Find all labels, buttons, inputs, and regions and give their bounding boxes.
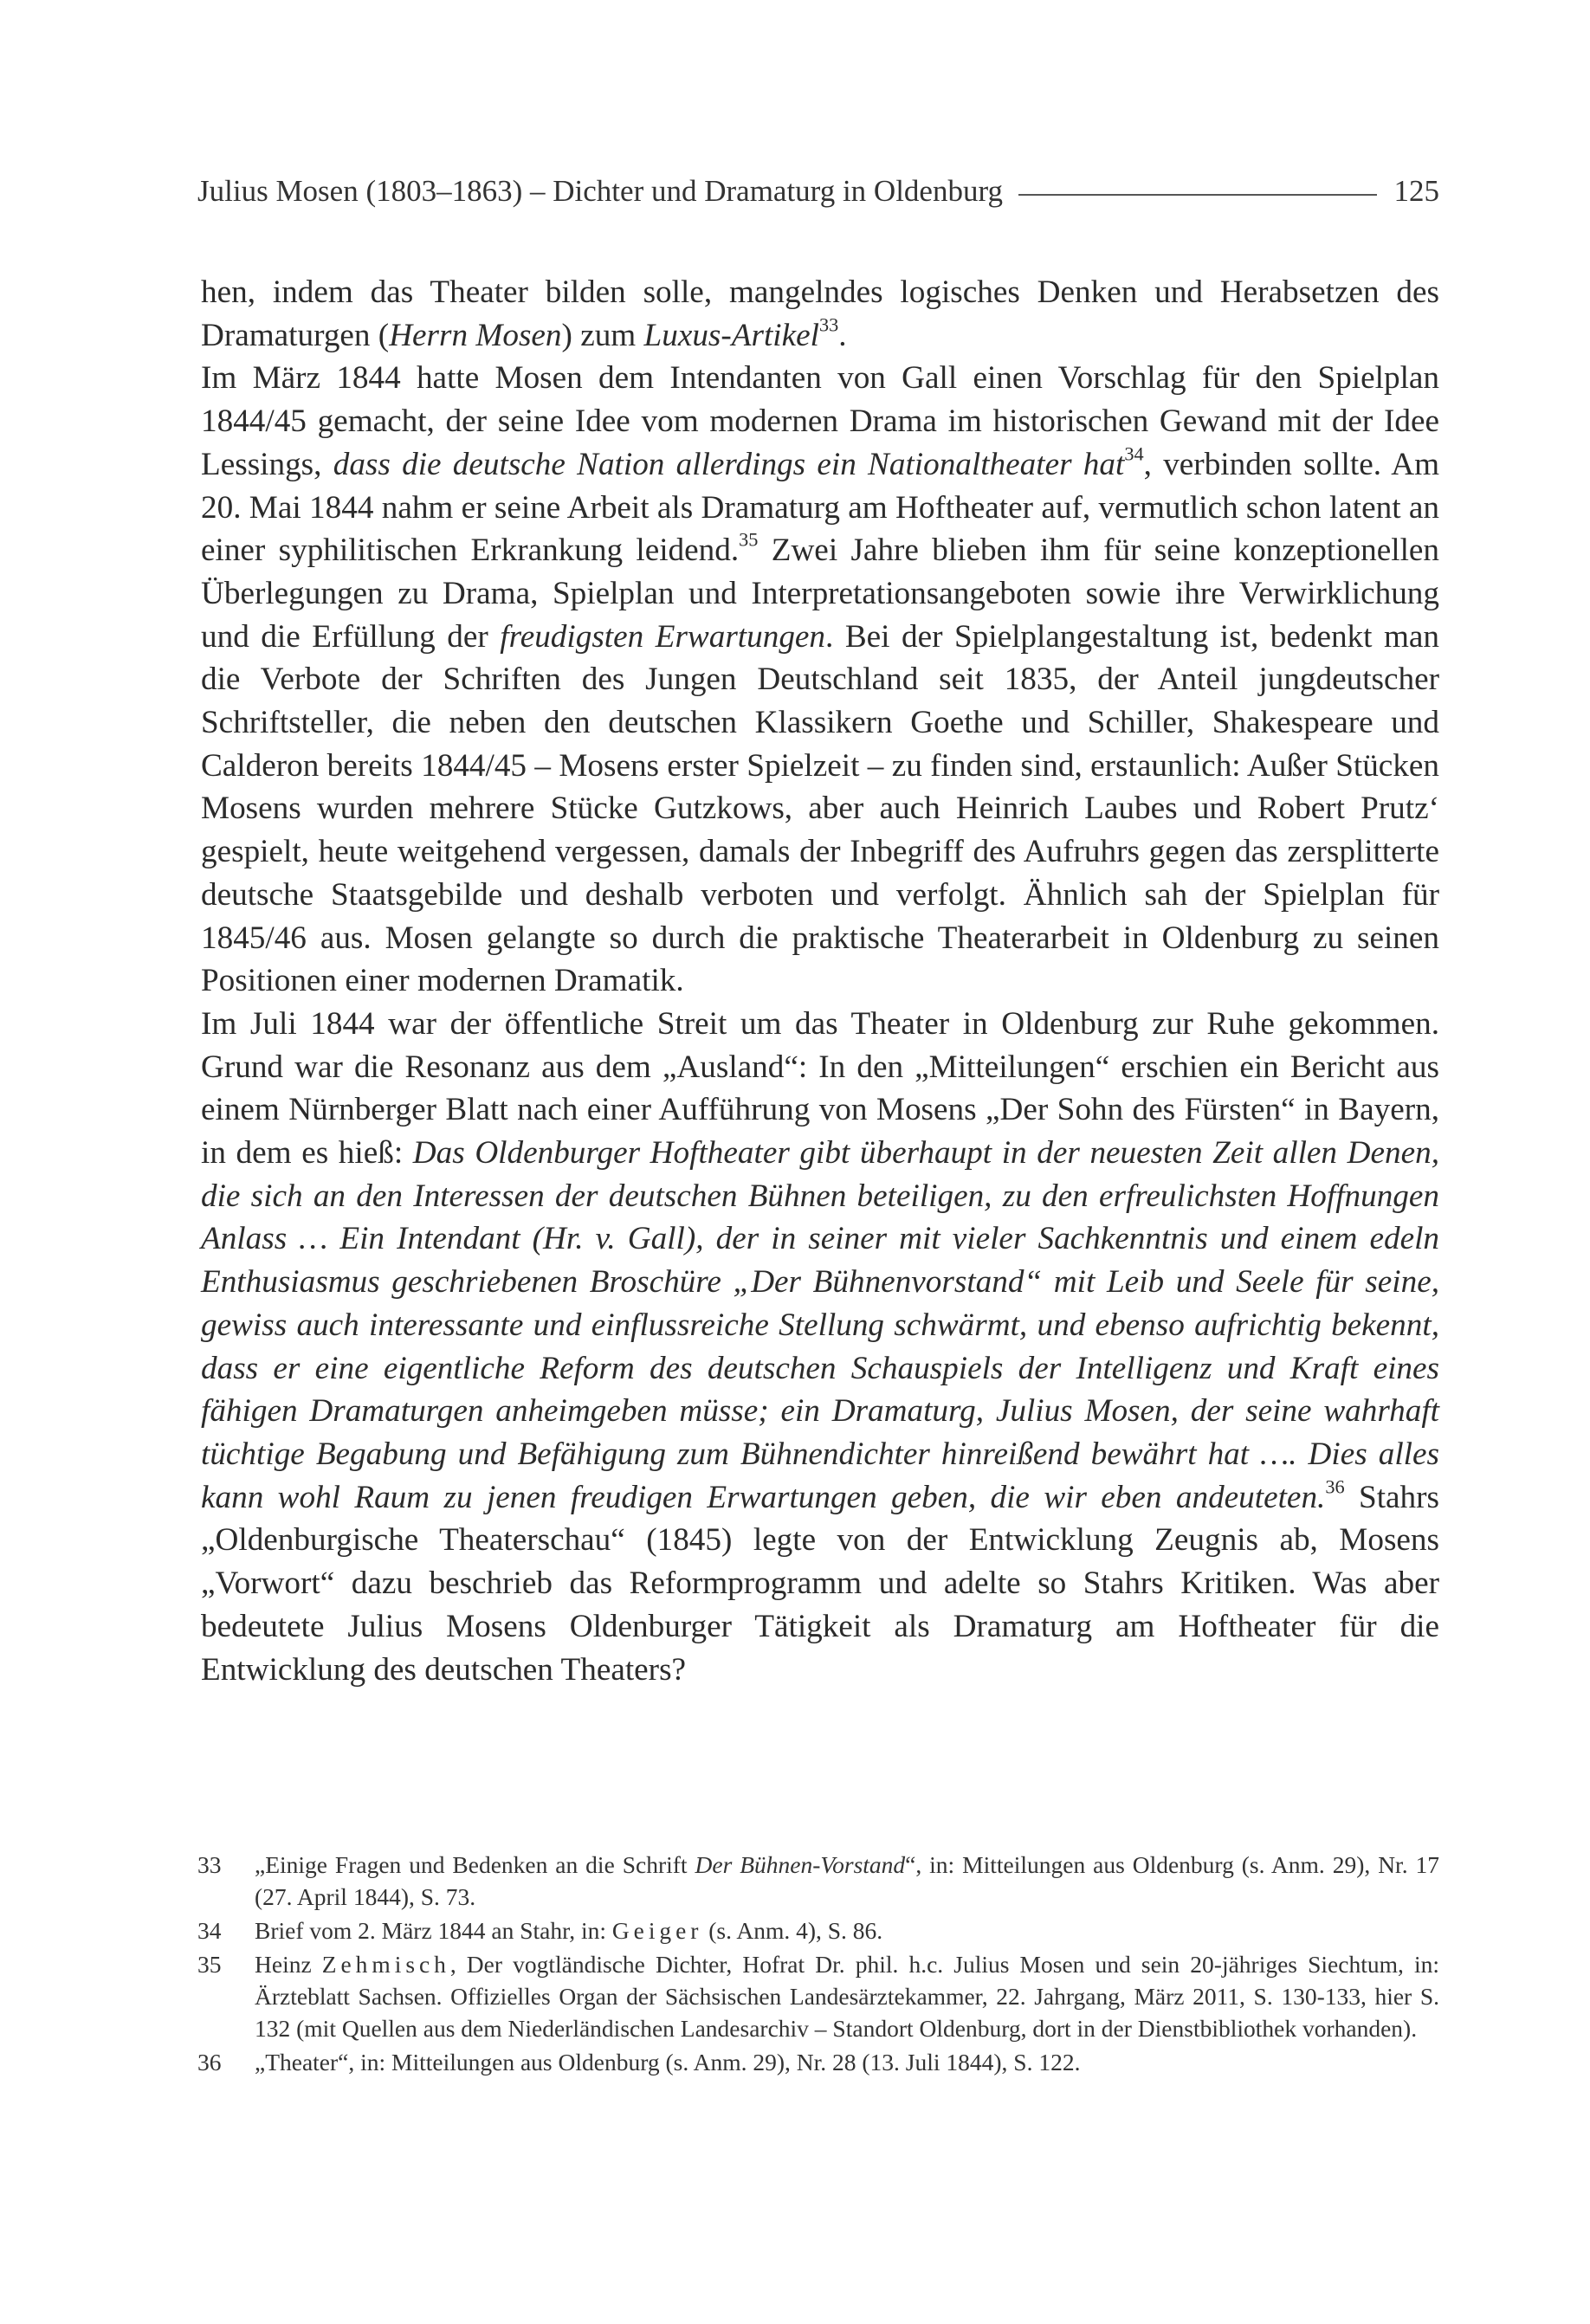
footnote-ref: 35 <box>739 528 759 551</box>
text-run: . <box>838 317 847 353</box>
footnote-number: 36 <box>197 2049 222 2075</box>
paragraph <box>201 357 1439 1003</box>
text-run: Im Juli 1844 war der öffentliche Streit um das Theater in Oldenburg zur Ruhe gekommen. Grund war die Resonanz aus dem „Ausland“: In den „Mitteilungen“ erschien ein Bericht aus einem Nürnberger Blatt nach einer Aufführung von Mosens „Der Sohn des Fürsten“ in Bayern, in dem es hieß: <box>201 1005 1439 1172</box>
footnote-number: 34 <box>197 1917 222 1944</box>
footnote-text <box>255 2046 1439 2078</box>
footnote-text <box>255 1849 1439 1913</box>
footnote <box>197 1914 1439 1946</box>
italic-text: Herrn Mosen <box>389 317 562 353</box>
running-head <box>197 170 1439 213</box>
text-run: Brief vom 2. März 1844 an Stahr, in: <box>255 1917 612 1944</box>
text-run: hen, indem das Theater bilden solle, mangelndes logisches Denken und Herabsetzen des Dramaturgen ( <box>201 274 1439 353</box>
text-run: Zwei Jahre blieben ihm für seine konzeptionellen Überlegungen zu Drama, Spielplan und Interpretationsangeboten sowie ihre Verwirklichung und die Erfüllung der <box>201 533 1440 655</box>
text-run: ) zum <box>561 317 644 353</box>
text-run: Im März 1844 hatte Mosen dem Intendanten von Gall einen Vorschlag für den Spielplan 1844/45 gemacht, der seine Idee vom modernen Drama im historischen Gewand mit der Idee Lessings, <box>201 360 1439 482</box>
footnote <box>197 1849 1439 1913</box>
paragraph <box>201 1003 1439 1691</box>
author-name: Geiger <box>611 1917 703 1944</box>
footnote-text <box>255 1948 1439 2044</box>
italic-text: freudigsten Erwartungen <box>500 618 826 655</box>
text-run: , Der vogtländische Dichter, Hofrat Dr. phil. h.c. Julius Mosen und sein 20-jähriges Siechtum, in: Ärzteblatt Sachsen. Offizielles Organ der Sächsischen Landesärztekammer, 22. Jahrgang, März 2011, S. 130-133, hier S. 132 (mit Quellen aus dem Niederländischen Landesarchiv – Standort Oldenburg, dort in der Dienstbibliothek vorhanden). <box>255 1951 1439 2042</box>
italic-text: dass die deutsche Nation allerdings ein Nationaltheater hat <box>333 446 1125 482</box>
italic-text: Das Oldenburger Hoftheater gibt überhaupt in der neuesten Zeit allen Denen, die sich an den Interessen der deutschen Bühnen beteiligen, zu den erfreulichsten Hoffnungen Anlass … Ein Intendant (Hr. v. Gall), der in seiner mit vieler Sachkenntnis und einem edeln Enthusiasmus geschriebenen Broschüre „Der Bühnenvorstand“ mit Leib und Seele für seine, gewiss auch interessante und einflussreiche Stellung schwärmt, und ebenso aufrichtig bekennt, dass er eine eigentliche Reform des deutschen Schauspiels der Intelligenz und Kraft eines fähigen Dramaturgen anheimgeben müsse; ein Dramaturg, Julius Mosen, der seine wahrhaft tüchtige Begabung und Befähigung zum Bühnendichter hinreißend bewährt hat …. Dies alles kann wohl Raum zu jenen freudigen Erwartungen geben, die wir eben andeuteten. <box>201 1135 1439 1515</box>
header-rule <box>1018 194 1377 196</box>
footnotes <box>197 1849 1439 2080</box>
text-run: „Einige Fragen und Bedenken an die Schrift <box>255 1851 695 1878</box>
footnote-number: 35 <box>197 1951 222 1978</box>
paragraph <box>201 271 1439 357</box>
footnote <box>197 1948 1439 2044</box>
author-name: Zehmisch <box>321 1951 450 1978</box>
running-title: Julius Mosen (1803–1863) – Dichter und Dramaturg in Oldenburg <box>197 174 1003 208</box>
footnote-text <box>255 1914 1439 1946</box>
text-run: “, in: Mitteilungen aus Oldenburg (s. Anm. 29), Nr. 17 (27. April 1844), S. 73. <box>255 1851 1439 1910</box>
text-run: (s. Anm. 4), S. 86. <box>702 1917 883 1944</box>
body-text <box>201 271 1439 1691</box>
text-run: . Bei der Spielplangestaltung ist, bedenkt man die Verbote der Schriften des Jungen Deutschland seit 1835, der Anteil jungdeutscher Schriftsteller, die neben den deutschen Klassikern Goethe und Schiller, Shakespeare und Calderon bereits 1844/45 – Mosens erster Spielzeit – zu finden sind, erstaunlich: Außer Stücken Mosens wurden mehrere Stücke Gutzkows, aber auch Heinrich Laubes und Robert Prutz‘ gespielt, heute weitgehend vergessen, damals der Inbegriff des Aufruhrs gegen das zersplitterte deutsche Staatsgebilde und deshalb verboten und verfolgt. Ähnlich sah der Spielplan für 1845/46 aus. Mosen gelangte so durch die praktische Theaterarbeit in Oldenburg zu seinen Positionen einer modernen Dramatik. <box>201 618 1440 999</box>
text-run: Stahrs „Oldenburgische Theaterschau“ (1845) legte von der Entwicklung Zeugnis ab, Mosens „Vorwort“ dazu beschrieb das Reformprogramm und adelte so Stahrs Kritiken. Was aber bedeutete Julius Mosens Oldenburger Tätigkeit als Dramaturg am Hoftheater für die Entwicklung des deutschen Theaters? <box>201 1479 1440 1688</box>
text-run: „Theater“, in: Mitteilungen aus Oldenburg (s. Anm. 29), Nr. 28 (13. Juli 1844), S. 122. <box>255 2049 1081 2075</box>
page-number: 125 <box>1393 174 1439 208</box>
footnote-ref: 34 <box>1124 442 1144 465</box>
italic-text: Der Bühnen-Vorstand <box>695 1851 906 1878</box>
footnote-number: 33 <box>197 1851 222 1878</box>
text-run: , verbinden sollte. Am 20. Mai 1844 nahm er seine Arbeit als Dramaturg am Hoftheater auf, vermutlich schon latent an einer syphilitischen Erkrankung leidend. <box>201 446 1440 569</box>
text-run: Heinz <box>255 1951 322 1978</box>
footnote <box>197 2046 1439 2078</box>
italic-text: Luxus-Artikel <box>643 317 819 353</box>
footnote-ref: 33 <box>818 313 839 335</box>
footnote-ref: 36 <box>1325 1475 1345 1497</box>
